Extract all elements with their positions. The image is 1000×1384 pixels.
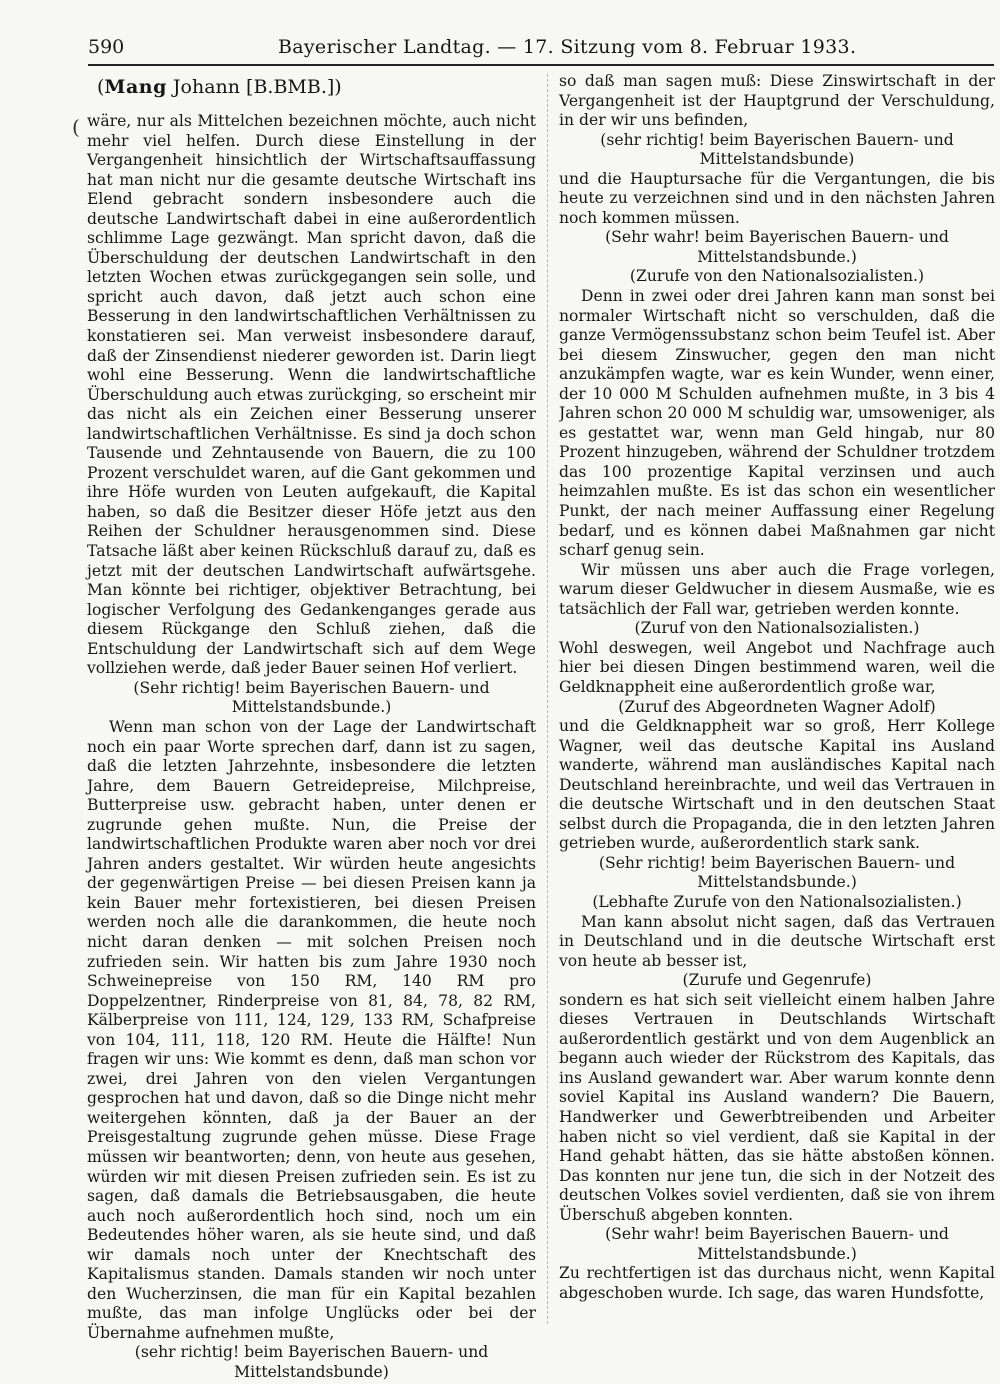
interjection: (sehr richtig! beim Bayerischen Bauern- und Mittelstandsbunde) bbox=[600, 130, 954, 169]
paragraph: Wir müssen uns aber auch die Frage vorlegen, warum dieser Geldwucher in diesem Ausmaße, wie es tatsächlich der Fall war, getrieben werden konnte. bbox=[559, 560, 995, 618]
paragraph: Wohl deswegen, weil Angebot und Nachfrage auch hier bei diesen Dingen bestimmend waren, weil die Geldknappheit eine außerordentlich große war, bbox=[559, 638, 995, 696]
interjection: (Sehr richtig! beim Bayerischen Bauern- und Mittelstandsbunde.) bbox=[133, 678, 490, 717]
paragraph: und die Hauptursache für die Vergantungen, die bis heute zu verzeichnen sind und in den nächsten Jahren noch kommen müssen. bbox=[559, 169, 995, 227]
left-column bbox=[87, 72, 536, 1383]
interjection: (Sehr wahr! beim Bayerischen Bauern- und Mittelstandsbunde.) bbox=[605, 228, 949, 266]
paragraph: so daß man sagen muß: Diese Zinswirtschaft in der Vergangenheit ist der Hauptgrund der Verschuldung, in der wir uns befinden, bbox=[559, 72, 995, 130]
interjection: (sehr richtig! beim Bayerischen Bauern- und Mittelstandsbunde) bbox=[134, 1343, 489, 1381]
right-column bbox=[559, 72, 995, 1303]
interjection: (Sehr richtig! beim Bayerischen Bauern- und Mittelstandsbunde.) bbox=[598, 853, 956, 892]
page-header bbox=[88, 34, 994, 66]
speaker-name: Mang bbox=[104, 76, 167, 98]
page-number: 590 bbox=[88, 36, 125, 58]
interjection: (Zuruf von den Nationalsozialisten.) bbox=[634, 619, 920, 638]
paragraph: Denn in zwei oder drei Jahren kann man sonst bei normaler Wirtschaft nicht so verschulden, daß die ganze Vermögenssubstanz schon beim Teufel ist. Aber bei diesem Zinswucher, gegen den man nicht anzukämpfen wagte, war es kein Wunder, wenn einer, der 10 000 M Schulden aufnehmen mußte, in 3 bis 4 Jahren schon 20 000 M schuldig war, umsoweniger, als es gestattet war, wenn man Geld hingab, nur 80 Prozent hinzugeben, während der Schuldner trotzdem das 100 prozentige Kapital verzinsen und auch heimzahlen mußte. Es ist das schon ein wesentlicher Punkt, der nach meiner Auffassung einer Regelung bedarf, und es können dabei Maßnahmen gar nicht scharf genug sein. bbox=[559, 287, 995, 560]
paragraph: Wenn man schon von der Lage der Landwirtschaft noch ein paar Worte sprechen darf, dann ist zu sagen, daß die letzten Jahrzehnte, insbesondere die letzten Jahre, dem Bauern Getreidepreise, Milchpreise, Butterpreise usw. gebracht haben, unter denen er zugrunde gehen mußte. Nun, die Preise der landwirtschaftlichen Produkte waren aber noch vor drei Jahren anders gestaltet. Wir würden heute angesichts der gegenwärtigen Preise — bei diesen Preisen kann ja kein Bauer mehr fortexistieren, bei diesen Preisen werden noch alle die darankommen, die heute noch nicht daran denken — mit solchen Preisen noch zufrieden sein. Wir hatten bis zum Jahre 1930 noch Schweinepreise von 150 RM, 140 RM pro Doppelzentner, Rinderpreise von 81, 84, 78, 82 RM, Kälberpreise von 111, 124, 129, 133 RM, Schafpreise von 104, 111, 118, 120 RM. Heute die Hälfte! Nun fragen wir uns: Wie kommt es denn, daß man schon vor zwei, drei Jahren von den vielen Vergantungen gesprochen hat und davon, daß so die Dinge nicht mehr weitergehen könnten, daß ja der Bauer an der Preisgestaltung zugrunde gehen müsse. Diese Frage müssen wir beantworten; denn, von heute aus gesehen, würden wir mit diesen Preisen zufrieden sein. Es ist zu sagen, daß damals die Betriebsausgaben, die heute auch noch außerordentlich hoch sind, noch um ein Bedeutendes höher waren, als sie heute sind, und daß wir damals noch unter der Knechtschaft des Kapitalismus standen. Damals standen wir noch unter den Wucherzinsen, die man für ein Kapital bezahlen mußte, das man infolge Unglücks oder bei der Übernahme aufnehmen mußte, bbox=[87, 717, 536, 1342]
paragraph: sondern es hat sich seit vielleicht einem halben Jahre dieses Vertrauen in Deutschlands Wirtschaft außerordentlich gestärkt und von dem Augenblick an begann auch wieder der Rückstrom des Kapitals, das ins Ausland gewandert war. Aber warum konnte denn soviel Kapital ins Ausland wandern? Die Bauern, Handwerker und Gewerbtreibenden und Arbeiter haben nicht so viel verdient, daß sie Kapital in der Hand gehabt hätten, das sie hätte abstoßen können. Das konnten nur jene tun, die sich in der Notzeit des deutschen Volkes soviel verdienten, daß sie von ihrem Überschuß abgeben konnten. bbox=[559, 990, 995, 1224]
paragraph: wäre, nur als Mittelchen bezeichnen möchte, auch nicht mehr viel helfen. Durch diese Einstellung in der Vergangenheit hinsichtlich der Wirtschaftsauffassung hat man nicht nur die gesamte deutsche Wirtschaft ins Elend gebracht sondern insbesondere auch die deutsche Landwirtschaft dabei in eine außerordentlich schlimme Lage gezwängt. Man spricht davon, daß die Überschuldung der deutschen Landwirtschaft in den letzten Wochen etwas zurückgegangen sein solle, und spricht auch davon, daß jetzt auch schon eine Besserung in den landwirtschaftlichen Verhältnissen zu konstatieren sei. Man verweist insbesondere darauf, daß der Zinsendienst niederer geworden ist. Darin liegt wohl eine Besserung. Wenn die landwirtschaftliche Überschuldung auch etwas zurückging, so erscheint mir das nicht als ein Zeichen einer Besserung unserer landwirtschaftlichen Verhältnisse. Es sind ja doch schon Tausende und Zehntausende von Bauern, die zu 100 Prozent verschuldet waren, auf die Gant gekommen und ihre Höfe wurden von Leuten aufgekauft, die Kapital haben, so daß die Besitzer dieser Höfe jetzt aus den Reihen der Schuldner herausgenommen sind. Diese Tatsache läßt aber keinen Rückschluß darauf zu, daß es jetzt mit der deutschen Landwirtschaft aufwärtsgehe. Man könnte bei richtiger, objektiver Betrachtung, bei logischer Verfolgung des Gedankenganges gerade aus diesem Rückgange den Schluß ziehen, daß die Entschuldung der Landwirtschaft sich auf dem Wege vollziehen werde, daß jeder Bauer seinen Hof verliert. bbox=[87, 112, 536, 678]
interjection: (Zurufe von den Nationalsozialisten.) bbox=[629, 267, 925, 286]
speaker-open-paren: ( bbox=[97, 76, 105, 98]
interjection: (Sehr wahr! beim Bayerischen Bauern- und Mittelstandsbunde.) bbox=[605, 1225, 949, 1263]
running-title: Bayerischer Landtag. — 17. Sitzung vom 8. Februar 1933. bbox=[278, 36, 857, 58]
speaker-details: Johann [B.BMB.]) bbox=[166, 76, 342, 98]
interjection: (Zuruf des Abgeordneten Wagner Adolf) bbox=[618, 697, 936, 716]
interjection: (Zurufe und Gegenrufe) bbox=[682, 971, 872, 990]
right-column-body bbox=[559, 72, 995, 1303]
paragraph: und die Geldknappheit war so groß, Herr Kollege Wagner, weil das deutsche Kapital ins Ausland wanderte, während man ausländisches Kapital nach Deutschland hereinbrachte, und weil das Vertrauen in die deutsche Wirtschaft und in den deutschen Staat selbst durch die Propaganda, die in den letzten Jahren getrieben wurde, außerordentlich stark sank. bbox=[559, 717, 995, 853]
paragraph: Zu rechtfertigen ist das durchaus nicht, wenn Kapital abgeschoben wurde. Ich sage, das waren Hundsfotte, bbox=[559, 1264, 995, 1302]
left-column-body bbox=[87, 112, 536, 1383]
margin-mark: ( bbox=[72, 115, 80, 139]
speaker-line bbox=[97, 74, 536, 100]
interjection: (Lebhafte Zurufe von den Nationalsozialisten.) bbox=[592, 892, 962, 911]
paragraph: Man kann absolut nicht sagen, daß das Vertrauen in Deutschland und in die deutsche Wirtschaft erst von heute ab besser ist, bbox=[559, 912, 995, 970]
column-divider bbox=[547, 74, 548, 1324]
